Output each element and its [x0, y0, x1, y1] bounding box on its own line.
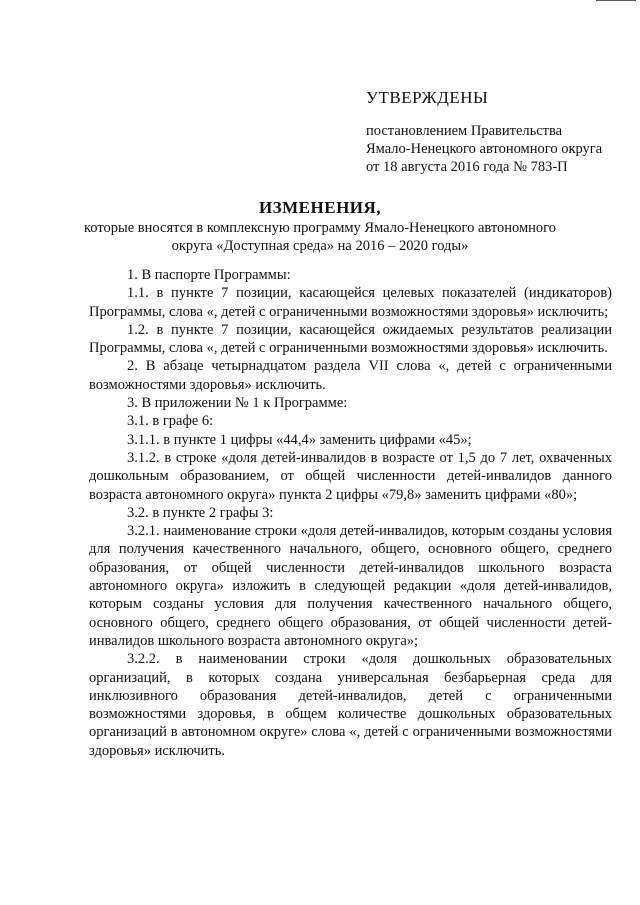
paragraph: 1. В паспорте Программы: — [127, 267, 291, 283]
paragraph: 3.2.2. в наименовании строки «доля дошкольных образовательных организаций, в которых создана универсальная безбарьерная среда для инклюзивного образования детей-инвалидов, детей с ограниченными возможностями здоровья, в общем количестве дошкольных образовательных организаций в автономном округе» слова «, детей с ограниченными возможностями здоровья» исключить. — [89, 651, 612, 759]
document-body — [89, 266, 612, 760]
approval-line: Ямало-Ненецкого автономного округа — [366, 141, 603, 157]
approval-title: УТВЕРЖДЕНЫ — [366, 88, 489, 107]
document-subtitle-line: которые вносятся в комплексную программу Ямало-Ненецкого автономного — [83, 220, 557, 236]
approval-block — [366, 88, 626, 176]
paragraph: 3.2.1. наименование строки «доля детей-инвалидов, которым созданы условия для получения качественного начального, общего, основного общего, среднего образования, от общей численности детей-инвалидов школьного возраста автономного округа» изложить в следующей редакции «доля детей-инвалидов, которым созданы условия для получения качественного начального общего, основного общего, среднего общего образования, от общей численности детей-инвалидов школьного возраста автономного округа»; — [89, 523, 612, 649]
paragraph: 3.1. в графе 6: — [127, 413, 214, 430]
paragraph: 3.2. в пункте 2 графы 3: — [127, 504, 274, 521]
document-subtitle-line: округа «Доступная среда» на 2016 – 2020 годы» — [171, 238, 469, 254]
paragraph: 2. В абзаце четырнадцатом раздела VII слова «, детей с ограниченными возможностями здоровья» исключить. — [89, 358, 612, 393]
paragraph: 3.1.2. в строке «доля детей-инвалидов в возрасте от 1,5 до 7 лет, охваченных дошкольным образованием, от общей численности детей-инвалидов данного возраста автономного округа» пункта 2 цифры «79,8» заменить цифрами «80»; — [89, 449, 612, 503]
paragraph: 3.1.1. в пункте 1 цифры «44,4» заменить цифрами «45»; — [127, 431, 472, 448]
paragraph: 1.1. в пункте 7 позиции, касающейся целевых показателей (индикаторов) Программы, слова «, детей с ограниченными возможностями здоровья» исключить; — [89, 285, 612, 320]
document-heading — [60, 197, 580, 255]
document-title: ИЗМЕНЕНИЯ, — [258, 198, 382, 217]
approval-line: постановлением Правительства — [366, 123, 563, 139]
corner-mark — [596, 0, 636, 1]
paragraph: 1.2. в пункте 7 позиции, касающейся ожидаемых результатов реализации Программы, слова «, детей с ограниченными возможностями здоровья» исключить. — [89, 321, 612, 357]
paragraph: 3. В приложении № 1 к Программе: — [127, 395, 348, 412]
approval-line: от 18 августа 2016 года № 783-П — [366, 159, 568, 175]
